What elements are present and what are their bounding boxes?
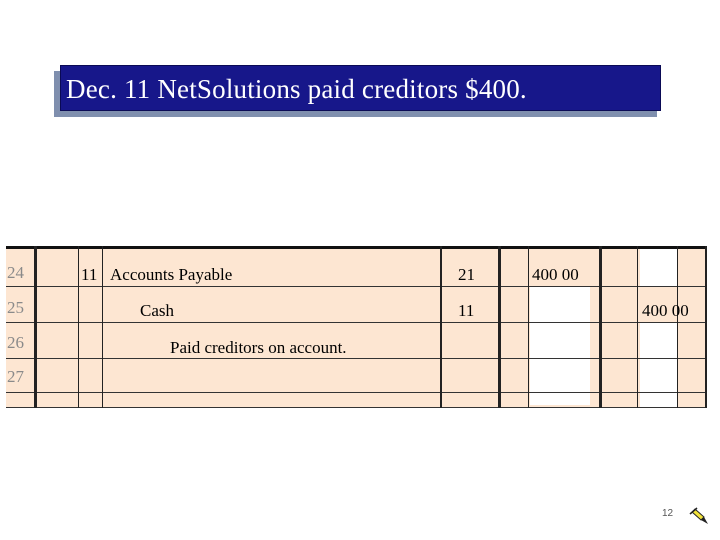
column-divider — [637, 246, 638, 408]
credit-blank-cell — [640, 249, 677, 286]
credit-amount: 400 00 — [642, 301, 689, 320]
column-divider — [705, 246, 707, 408]
line-number: 26 — [7, 333, 24, 352]
column-divider — [528, 246, 529, 408]
column-divider — [498, 246, 501, 408]
entry-day: 11 — [81, 265, 98, 284]
line-number: 27 — [7, 367, 24, 386]
debit-blank-cell — [530, 287, 590, 405]
debit-amount: 400 00 — [532, 265, 579, 284]
column-divider — [599, 246, 602, 408]
pen-icon — [688, 506, 710, 528]
line-number: 25 — [7, 298, 24, 317]
post-ref: 21 — [458, 265, 475, 284]
column-divider — [78, 246, 79, 408]
column-divider — [677, 246, 678, 408]
column-divider — [34, 246, 37, 408]
post-ref: 11 — [458, 301, 475, 320]
credit-blank-cell — [640, 323, 677, 408]
slide-title: Dec. 11 NetSolutions paid creditors $400. — [66, 74, 527, 104]
page-number: 12 — [662, 508, 674, 519]
entry-explanation: Paid creditors on account. — [170, 338, 347, 357]
column-divider — [102, 246, 103, 408]
line-number: 24 — [7, 263, 24, 282]
entry-description: Cash — [140, 301, 174, 320]
column-divider — [440, 246, 442, 408]
entry-description: Accounts Payable — [110, 265, 233, 284]
